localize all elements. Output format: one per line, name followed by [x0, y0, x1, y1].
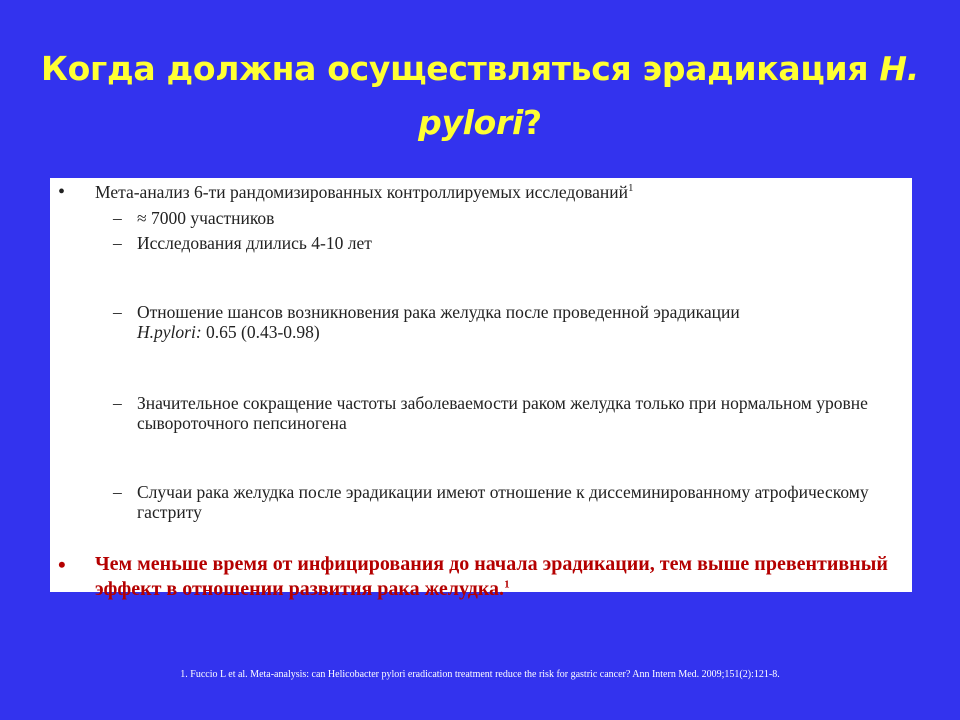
odds-ratio-value: 0.65 (0.43-0.98) [201, 322, 320, 342]
slide-title [30, 42, 930, 150]
bullet-main-sup: 1 [627, 182, 634, 195]
odds-ratio-label: Отношение шансов возникновения рака желудка после проведенной эрадикации [137, 302, 740, 322]
dash-marker: – [113, 482, 122, 502]
dash-marker: – [113, 233, 122, 253]
sub-item-text [137, 302, 897, 342]
title-main: Когда должна осуществляться эрадикация [41, 49, 869, 88]
bullet-dot: • [58, 552, 66, 577]
highlight-text [95, 552, 915, 602]
title-end: ? [523, 103, 542, 142]
sub-item-text: Значительное сокращение частоты заболеваемости раком желудка только при нормальном уровне сывороточного пепсиногена [137, 393, 868, 433]
highlight-label: Чем меньше время от инфицирования до начала эрадикации, тем выше превентивный эффект в отношении развития рака желудка. [95, 553, 888, 600]
sub-item-text: Случаи рака желудка после эрадикации имеют отношение к диссеминированному атрофическому гастриту [137, 482, 869, 522]
title-italic: H. pylori [418, 49, 919, 142]
odds-ratio-italic: H.pylori: [137, 322, 202, 342]
dash-marker: – [113, 208, 122, 228]
bullet-dot: • [58, 181, 66, 203]
sub-item-text: Исследования длились 4-10 лет [137, 233, 372, 253]
dash-marker: – [113, 302, 122, 322]
reference-footnote: 1. Fuccio L et al. Meta-analysis: can Helicobacter pylori eradication treatment reduce the risk for gastric cancer? Ann Intern Med. 2009;151(2):121-8. [180, 669, 780, 680]
dash-marker: – [113, 393, 122, 413]
highlight-sup: 1 [504, 578, 510, 591]
bullet-main-text [95, 182, 633, 203]
sub-item-text: ≈ 7000 участников [137, 208, 275, 228]
bullet-main-label: Мета-анализ 6-ти рандомизированных контроллируемых исследований [95, 182, 628, 202]
